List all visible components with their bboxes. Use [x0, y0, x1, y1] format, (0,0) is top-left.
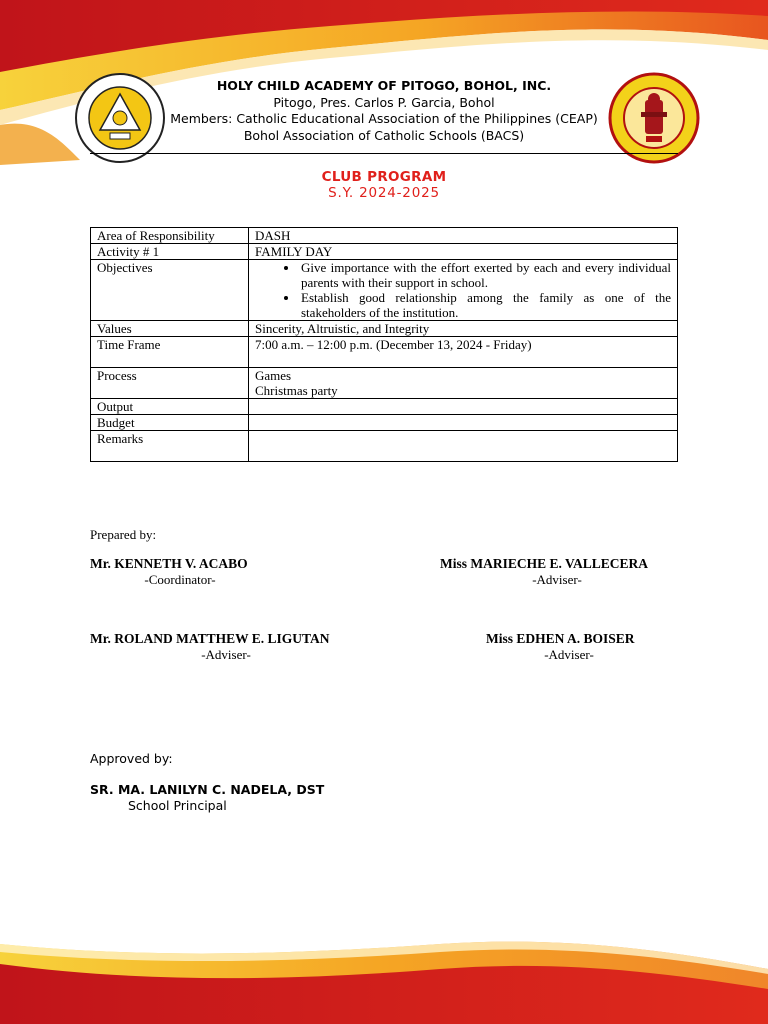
- signatory-coordinator: [90, 556, 270, 588]
- table-row: [91, 228, 678, 244]
- header-divider: [90, 153, 678, 154]
- output-label: Output: [91, 399, 249, 415]
- activity-value: FAMILY DAY: [249, 244, 678, 260]
- signatory-adviser-3: [486, 631, 652, 663]
- values-label: Values: [91, 321, 249, 337]
- table-row: [91, 431, 678, 462]
- school-address: Pitogo, Pres. Carlos P. Garcia, Bohol: [273, 94, 495, 110]
- signatory-role: -Adviser-: [201, 647, 251, 662]
- signatory-name: Mr. ROLAND MATTHEW E. LIGUTAN: [90, 631, 330, 646]
- signatory-name: Mr. KENNETH V. ACABO: [90, 556, 248, 571]
- association-line: Bohol Association of Catholic Schools (BACS): [243, 127, 525, 143]
- signatory-adviser-2: [90, 631, 362, 663]
- signatory-role: School Principal: [128, 798, 227, 813]
- activity-label: Activity # 1: [91, 244, 249, 260]
- letterhead: [160, 78, 608, 144]
- table-row: [91, 244, 678, 260]
- hca-seal-logo: [608, 72, 700, 164]
- objectives-label: Objectives: [91, 260, 249, 321]
- document-title: CLUB PROGRAM: [321, 169, 447, 185]
- process-cell: [249, 368, 678, 399]
- timeframe-value: 7:00 a.m. – 12:00 p.m. (December 13, 2024 - Friday): [249, 337, 678, 368]
- signatory-name: SR. MA. LANILYN C. NADELA, DST: [90, 782, 325, 797]
- prepared-by-label: Prepared by:: [90, 527, 157, 542]
- signatory-role: -Adviser-: [532, 572, 582, 587]
- school-name: HOLY CHILD ACADEMY OF PITOGO, BOHOL, INC.: [216, 78, 552, 93]
- timeframe-label: Time Frame: [91, 337, 249, 368]
- remarks-label: Remarks: [91, 431, 249, 462]
- signatory-principal: [90, 782, 324, 813]
- table-row: [91, 337, 678, 368]
- program-table: [90, 227, 678, 462]
- objective-item: • Give importance with the effort exerted by each and every individual parents with their support in school.: [299, 260, 671, 290]
- remarks-value: [249, 431, 678, 462]
- objectives-cell: [249, 260, 678, 321]
- approved-by-label: Approved by:: [90, 751, 173, 766]
- signatory-name: Miss MARIECHE E. VALLECERA: [440, 556, 649, 571]
- budget-value: [249, 415, 678, 431]
- process-label: Process: [91, 368, 249, 399]
- signatory-role: -Adviser-: [544, 647, 594, 662]
- objective-item: • Establish good relationship among the family as one of the stakeholders of the institution.: [299, 290, 671, 320]
- school-year: S.Y. 2024-2025: [328, 185, 440, 201]
- membership-line: Members: Catholic Educational Association of the Philippines (CEAP): [170, 111, 598, 126]
- budget-label: Budget: [91, 415, 249, 431]
- table-row: [91, 415, 678, 431]
- bacs-logo: [74, 72, 166, 164]
- table-row: [91, 260, 678, 321]
- signatory-role: -Coordinator-: [144, 572, 216, 587]
- output-value: [249, 399, 678, 415]
- values-value: Sincerity, Altruistic, and Integrity: [249, 321, 678, 337]
- signatory-name: Miss EDHEN A. BOISER: [486, 631, 635, 646]
- process-item: Christmas party: [255, 383, 338, 398]
- process-item: Games: [255, 368, 292, 383]
- bottom-wave-banner: [0, 914, 768, 1024]
- table-row: [91, 399, 678, 415]
- signatory-adviser-1: [440, 556, 674, 588]
- table-row: [91, 368, 678, 399]
- area-value: DASH: [249, 228, 678, 244]
- objectives-list: [255, 260, 671, 320]
- table-row: [91, 321, 678, 337]
- area-label: Area of Responsibility: [91, 228, 249, 244]
